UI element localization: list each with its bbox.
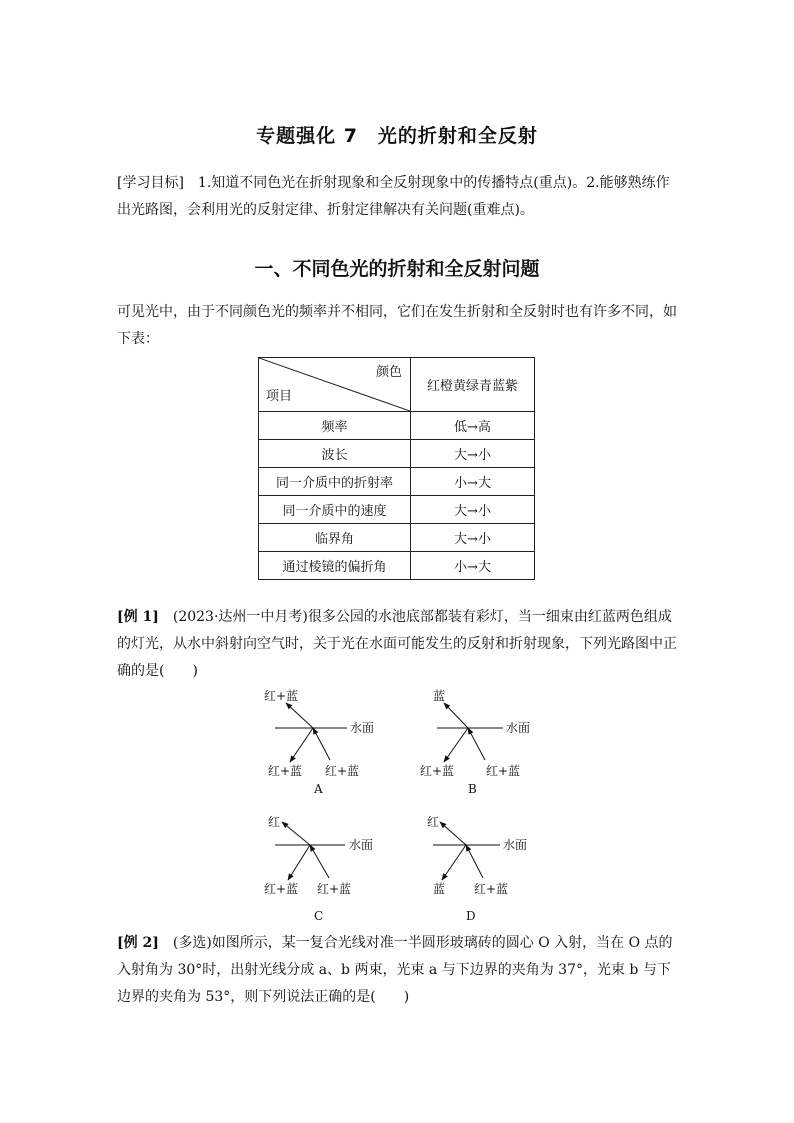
row-trend: 小→大 <box>411 552 535 580</box>
example-1-text: (2023·达州一中月考)很多公园的水池底部都装有彩灯，当一细束由红蓝两色组成的灯光，从水中斜射向空气时，关于光在水面可能发生的反射和折射现象，下列光路图中正确的是( ) <box>117 609 677 679</box>
reflected-ray <box>442 845 466 880</box>
incident-ray <box>466 845 483 878</box>
incident-ray <box>313 728 330 760</box>
upper-label: 红+蓝 <box>264 689 299 703</box>
objectives-text: 1.知道不同色光在折射现象和全反射现象中的传播特点(重点)。2.能够熟练作出光路图，会利用光的反射定律、折射定律解决有关问题(重难点)。 <box>117 175 670 218</box>
example-2-text: (多选)如图所示，某一复合光线对准一半圆形玻璃砖的圆心 O 入射，当在 O 点的入射角为 30°时，出射光线分成 a、b 两束，光束 a 与下边界的夹角为 37°，光束 b 与下边界的夹角为 53°，则下列说法正确的是( ) <box>117 935 673 1005</box>
surface-label: 水面 <box>503 838 528 852</box>
table-row <box>259 468 535 496</box>
table-row <box>259 496 535 524</box>
lower-left-label: 红+蓝 <box>268 764 303 778</box>
upper-label: 红 <box>268 815 281 829</box>
lower-right-label: 红+蓝 <box>325 764 360 778</box>
optics-diagrams <box>250 680 550 925</box>
reflected-ray <box>290 728 313 762</box>
example-2 <box>117 930 682 1011</box>
reflected-ray <box>288 845 310 880</box>
upper-label: 蓝 <box>433 689 446 703</box>
row-item: 波长 <box>259 440 411 468</box>
table-row <box>259 440 535 468</box>
table-row <box>259 524 535 552</box>
upper-label: 红 <box>427 815 440 829</box>
row-item: 同一介质中的速度 <box>259 496 411 524</box>
row-item: 临界角 <box>259 524 411 552</box>
option-label: B <box>468 782 477 796</box>
section-heading: 一、不同色光的折射和全反射问题 <box>254 258 540 280</box>
row-trend: 小→大 <box>411 468 535 496</box>
upper-ray <box>444 703 468 728</box>
table-row <box>259 412 535 440</box>
row-item: 通过棱镜的偏折角 <box>259 552 411 580</box>
upper-ray <box>286 703 313 728</box>
page-title: 专题强化 7 光的折射和全反射 <box>256 125 538 147</box>
header-color-spectrum: 红橙黄绿青蓝紫 <box>411 358 535 412</box>
upper-ray <box>282 822 310 845</box>
upper-ray <box>440 822 466 845</box>
lower-right-label: 红+蓝 <box>474 882 509 896</box>
example-1 <box>117 604 682 685</box>
row-trend: 大→小 <box>411 496 535 524</box>
lower-left-label: 红+蓝 <box>264 882 299 896</box>
row-trend: 大→小 <box>411 524 535 552</box>
option-label: A <box>314 782 323 796</box>
table-row <box>259 552 535 580</box>
lower-left-label: 蓝 <box>433 882 446 896</box>
option-label: D <box>466 909 476 923</box>
example-1-tag: [例 1] <box>117 609 159 625</box>
lower-right-label: 红+蓝 <box>486 764 521 778</box>
incident-ray <box>468 728 485 760</box>
lower-left-label: 红+蓝 <box>420 764 455 778</box>
incident-ray <box>310 845 329 878</box>
surface-label: 水面 <box>350 721 375 735</box>
row-item: 同一介质中的折射率 <box>259 468 411 496</box>
diagram-a <box>264 688 374 796</box>
row-item: 频率 <box>259 412 411 440</box>
header-colors-label: 颜色 <box>375 365 402 380</box>
surface-label: 水面 <box>506 721 531 735</box>
reflected-ray <box>444 728 468 762</box>
section-intro: 可见光中，由于不同颜色光的频率并不相同，它们在发生折射和全反射时也有许多不同，如下表： <box>117 304 677 347</box>
surface-label: 水面 <box>349 838 374 852</box>
diagram-c <box>264 815 373 923</box>
objectives-label: [学习目标] <box>117 175 184 191</box>
row-trend: 大→小 <box>411 440 535 468</box>
table-header-row <box>259 358 535 412</box>
row-trend: 低→高 <box>411 412 535 440</box>
option-label: C <box>314 909 324 923</box>
diagram-b <box>420 688 530 796</box>
example-2-tag: [例 2] <box>117 935 159 951</box>
color-properties-table <box>258 357 535 580</box>
header-item-label: 项目 <box>266 389 293 404</box>
lower-right-label: 红+蓝 <box>317 882 352 896</box>
table-corner-cell <box>259 358 411 412</box>
diagram-d <box>427 815 527 923</box>
learning-objectives <box>117 170 682 224</box>
